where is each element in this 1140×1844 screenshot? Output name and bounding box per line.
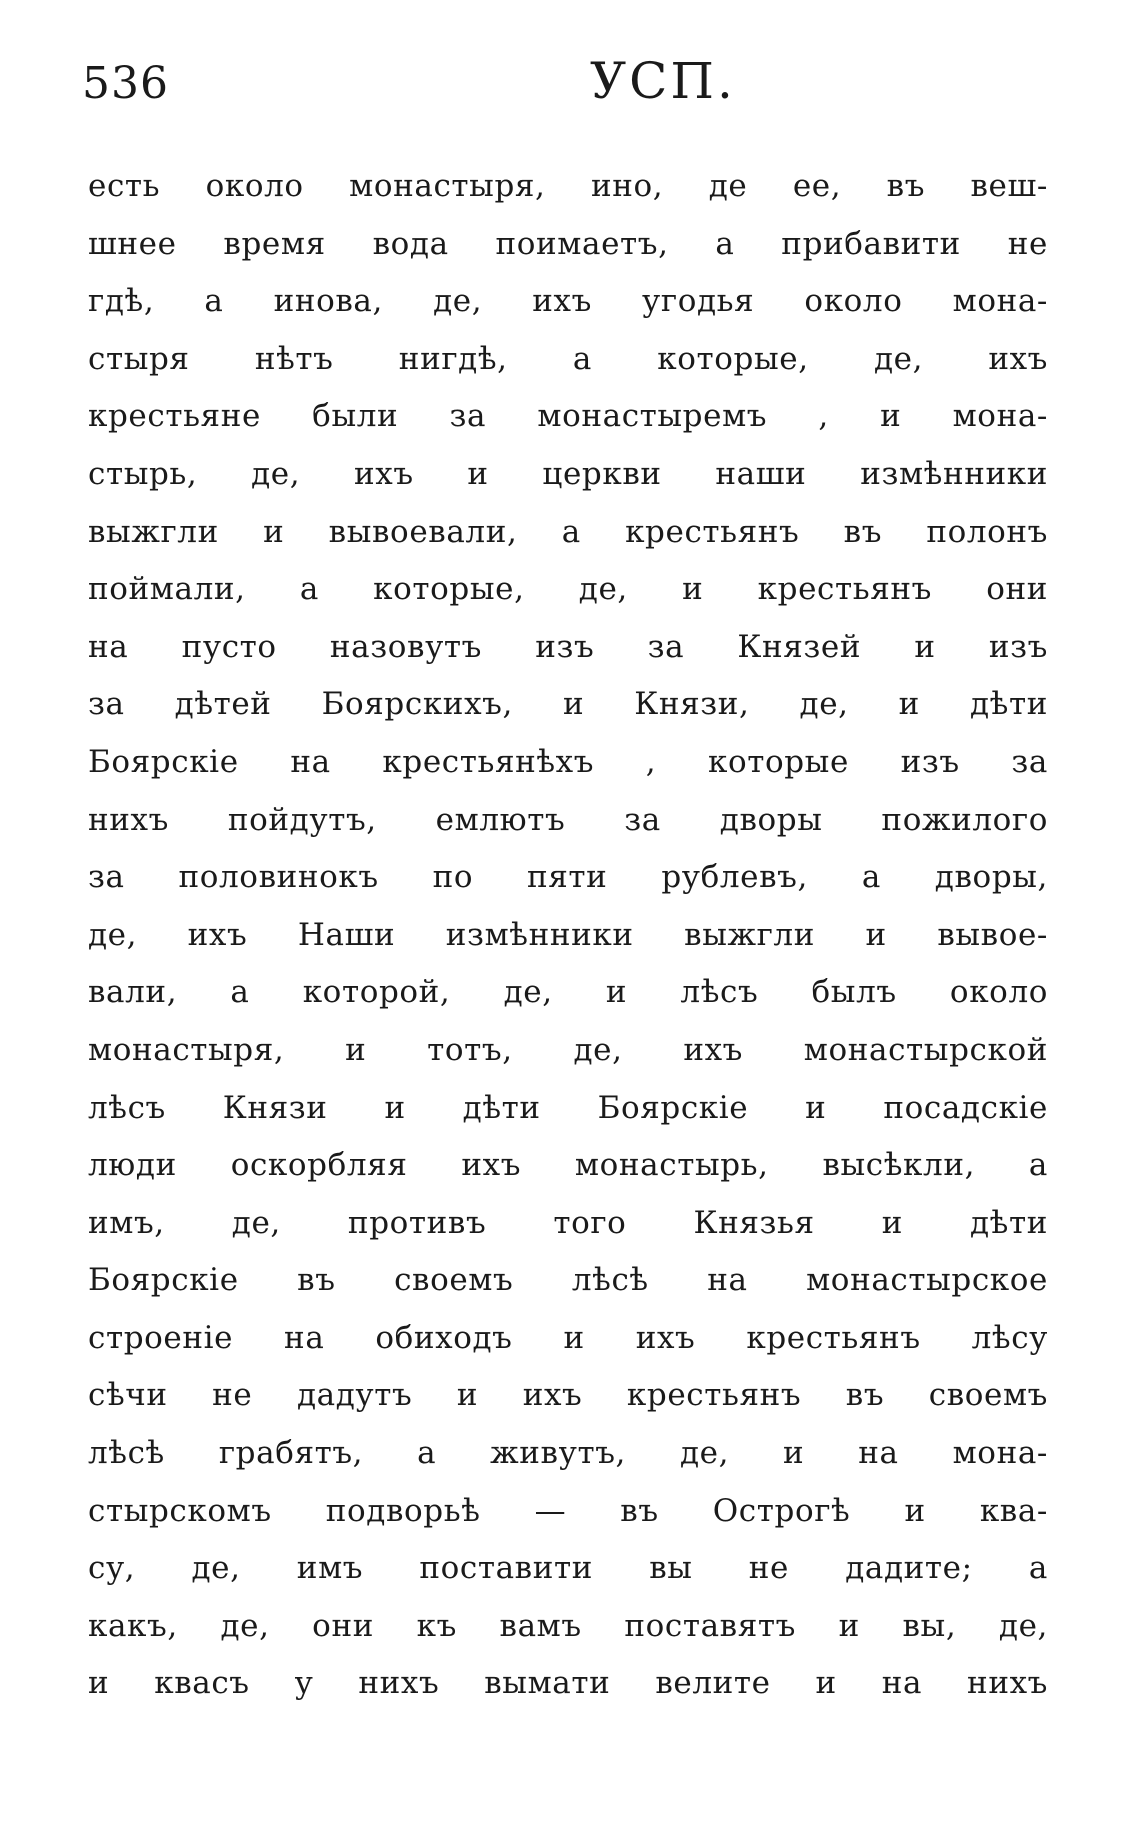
text-line: выжгли и вывоевали, а крестьянъ въ полонъ: [88, 513, 1048, 550]
text-line: Боярскіе на крестьянѣхъ , которые изъ за: [88, 743, 1048, 780]
text-line: какъ, де, они къ вамъ поставятъ и вы, де,: [88, 1607, 1048, 1644]
text-line: строеніе на обиходъ и ихъ крестьянъ лѣсу: [88, 1319, 1048, 1356]
text-line: лѣсѣ грабятъ, а живутъ, де, и на мона-: [88, 1435, 1048, 1472]
body-text: [88, 158, 1048, 1713]
text-line: за дѣтей Боярскихъ, и Князи, де, и дѣти: [88, 686, 1048, 723]
text-line: за половинокъ по пяти рублевъ, а дворы,: [88, 859, 1048, 896]
text-line: стырскомъ подворьѣ — въ Острогѣ и ква-: [88, 1492, 1048, 1529]
text-line: су, де, имъ поставити вы не дадите; а: [88, 1550, 1048, 1587]
text-line: гдѣ, а инова, де, ихъ угодья около мона-: [88, 283, 1048, 320]
text-line: монастыря, и тотъ, де, ихъ монастырской: [88, 1031, 1048, 1068]
text-line: сѣчи не дадутъ и ихъ крестьянъ въ своемъ: [88, 1377, 1048, 1414]
running-head: УСП.: [590, 52, 736, 110]
text-line: стырь, де, ихъ и церкви наши измѣнники: [88, 455, 1048, 492]
text-line: вали, а которой, де, и лѣсъ былъ около: [88, 974, 1048, 1011]
page-number: 536: [82, 58, 169, 109]
text-line: на пусто назовутъ изъ за Князей и изъ: [88, 628, 1048, 665]
text-line: лѣсъ Князи и дѣти Боярскіе и посадскіе: [88, 1089, 1048, 1126]
text-line: есть около монастыря, ино, де ее, въ веш-: [88, 168, 1048, 204]
text-line: стыря нѣтъ нигдѣ, а которые, де, ихъ: [88, 340, 1048, 377]
text-line: Боярскіе въ своемъ лѣсѣ на монастырское: [88, 1262, 1048, 1299]
text-line: шнее время вода поимаетъ, а прибавити не: [88, 225, 1048, 262]
text-line: крестьяне были за монастыремъ , и мона-: [88, 398, 1048, 435]
text-line: нихъ пойдутъ, емлютъ за дворы пожилого: [88, 801, 1048, 838]
text-line: люди оскорбляя ихъ монастырь, высѣкли, а: [88, 1147, 1048, 1184]
text-line: поймали, а которые, де, и крестьянъ они: [88, 571, 1048, 608]
text-line: и квасъ у нихъ вымати велите и на нихъ: [88, 1665, 1048, 1702]
text-line: де, ихъ Наши измѣнники выжгли и вывое-: [88, 916, 1048, 953]
text-line: имъ, де, противъ того Князья и дѣти: [88, 1204, 1048, 1241]
